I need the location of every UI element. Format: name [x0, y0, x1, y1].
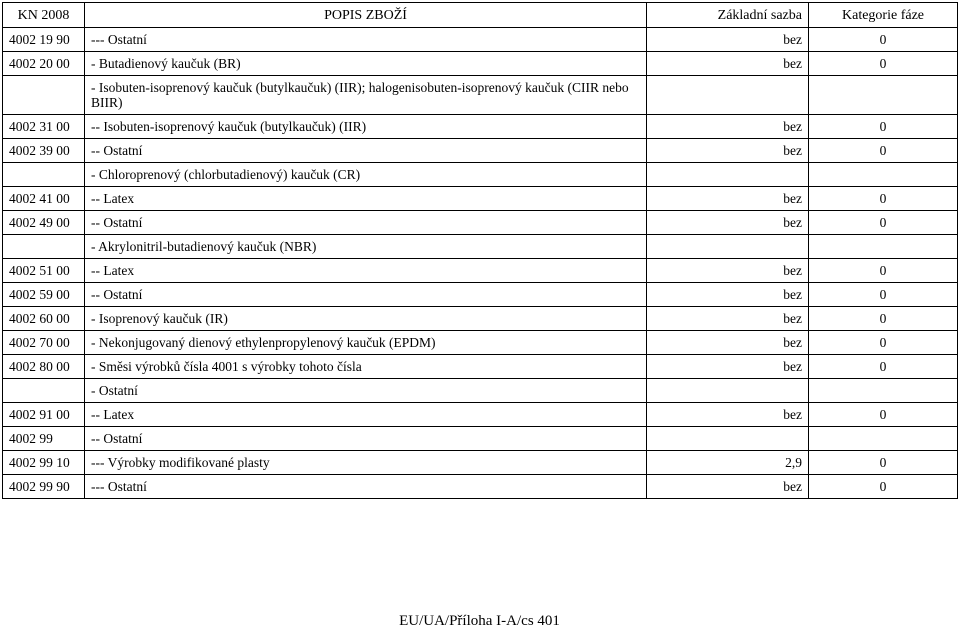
row-description: - Isobuten-isoprenový kaučuk (butylkaučuk) (IIR); halogenisobuten-isoprenový kaučuk (CIIR nebo BIIR)	[85, 76, 647, 115]
row-code: 4002 41 00	[3, 187, 85, 211]
row-code: 4002 70 00	[3, 331, 85, 355]
row-code: 4002 19 90	[3, 28, 85, 52]
row-code	[3, 235, 85, 259]
row-description: - Chloroprenový (chlorbutadienový) kaučuk (CR)	[85, 163, 647, 187]
table-header-row	[3, 3, 958, 28]
table-row	[3, 331, 958, 355]
row-category	[809, 427, 958, 451]
row-description: - Nekonjugovaný dienový ethylenpropylenový kaučuk (EPDM)	[85, 331, 647, 355]
row-description: --- Ostatní	[85, 28, 647, 52]
table-row	[3, 211, 958, 235]
table-row	[3, 52, 958, 76]
row-description: --- Výrobky modifikované plasty	[85, 451, 647, 475]
table-row	[3, 76, 958, 115]
table-row	[3, 115, 958, 139]
row-description: -- Latex	[85, 403, 647, 427]
row-category	[809, 235, 958, 259]
table-row	[3, 187, 958, 211]
row-rate: bez	[647, 475, 809, 499]
table-row	[3, 379, 958, 403]
row-category: 0	[809, 355, 958, 379]
header-base-rate: Základní sazba	[647, 3, 809, 28]
row-rate: bez	[647, 28, 809, 52]
row-rate	[647, 163, 809, 187]
row-description: - Butadienový kaučuk (BR)	[85, 52, 647, 76]
row-category: 0	[809, 331, 958, 355]
row-rate: bez	[647, 139, 809, 163]
row-rate: bez	[647, 211, 809, 235]
row-category: 0	[809, 283, 958, 307]
row-code: 4002 99 90	[3, 475, 85, 499]
row-category: 0	[809, 211, 958, 235]
row-description: - Isoprenový kaučuk (IR)	[85, 307, 647, 331]
table-row	[3, 235, 958, 259]
row-rate	[647, 76, 809, 115]
table-row	[3, 283, 958, 307]
table-row	[3, 28, 958, 52]
row-description: -- Ostatní	[85, 427, 647, 451]
row-description: - Směsi výrobků čísla 4001 s výrobky tohoto čísla	[85, 355, 647, 379]
row-description: --- Ostatní	[85, 475, 647, 499]
row-code: 4002 60 00	[3, 307, 85, 331]
table-row	[3, 475, 958, 499]
row-code: 4002 99	[3, 427, 85, 451]
row-category: 0	[809, 403, 958, 427]
header-description: POPIS ZBOŽÍ	[85, 3, 647, 28]
row-description: -- Ostatní	[85, 283, 647, 307]
row-category	[809, 163, 958, 187]
row-rate: bez	[647, 187, 809, 211]
row-description: -- Ostatní	[85, 211, 647, 235]
row-category: 0	[809, 307, 958, 331]
row-category: 0	[809, 115, 958, 139]
row-rate	[647, 235, 809, 259]
table-row	[3, 403, 958, 427]
row-rate: bez	[647, 115, 809, 139]
row-description: -- Ostatní	[85, 139, 647, 163]
row-rate: bez	[647, 52, 809, 76]
row-category: 0	[809, 139, 958, 163]
row-rate: bez	[647, 331, 809, 355]
header-category: Kategorie fáze	[809, 3, 958, 28]
row-description: -- Latex	[85, 187, 647, 211]
row-category	[809, 76, 958, 115]
row-code	[3, 163, 85, 187]
row-category: 0	[809, 187, 958, 211]
table-row	[3, 307, 958, 331]
row-code: 4002 20 00	[3, 52, 85, 76]
row-code: 4002 39 00	[3, 139, 85, 163]
table-row	[3, 139, 958, 163]
row-rate: bez	[647, 403, 809, 427]
row-category	[809, 379, 958, 403]
table-row	[3, 427, 958, 451]
page-footer-reference: EU/UA/Příloha I-A/cs 401	[399, 613, 560, 629]
row-code: 4002 49 00	[3, 211, 85, 235]
row-rate: bez	[647, 307, 809, 331]
row-category: 0	[809, 52, 958, 76]
row-description: -- Latex	[85, 259, 647, 283]
row-category: 0	[809, 28, 958, 52]
row-code	[3, 379, 85, 403]
row-rate: bez	[647, 283, 809, 307]
row-code: 4002 31 00	[3, 115, 85, 139]
row-rate	[647, 427, 809, 451]
row-rate: bez	[647, 355, 809, 379]
row-description: - Akrylonitril-butadienový kaučuk (NBR)	[85, 235, 647, 259]
header-code: KN 2008	[3, 3, 85, 28]
row-rate: 2,9	[647, 451, 809, 475]
row-code: 4002 59 00	[3, 283, 85, 307]
row-rate: bez	[647, 259, 809, 283]
row-description: -- Isobuten-isoprenový kaučuk (butylkaučuk) (IIR)	[85, 115, 647, 139]
row-category: 0	[809, 451, 958, 475]
row-rate	[647, 379, 809, 403]
row-code	[3, 76, 85, 115]
tariff-table	[2, 2, 958, 499]
row-category: 0	[809, 475, 958, 499]
table-row	[3, 163, 958, 187]
row-category: 0	[809, 259, 958, 283]
table-row	[3, 259, 958, 283]
row-description: - Ostatní	[85, 379, 647, 403]
row-code: 4002 99 10	[3, 451, 85, 475]
table-row	[3, 355, 958, 379]
table-row	[3, 451, 958, 475]
row-code: 4002 91 00	[3, 403, 85, 427]
row-code: 4002 51 00	[3, 259, 85, 283]
row-code: 4002 80 00	[3, 355, 85, 379]
